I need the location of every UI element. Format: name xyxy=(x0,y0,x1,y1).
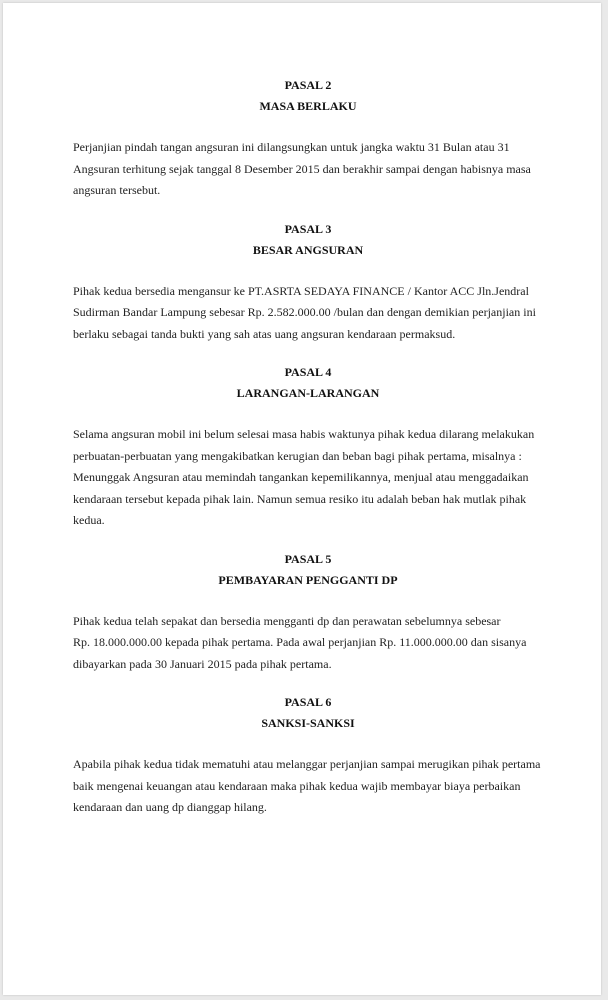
document-content xyxy=(73,75,543,835)
paragraph-line: kendaraan tersebut kepada pihak lain. Namun semua resiko itu adalah beban hak mutlak pihak xyxy=(73,491,527,506)
section-number: PASAL 5 xyxy=(284,551,332,566)
section-pasal-3 xyxy=(73,219,543,346)
paragraph-line: Pihak kedua bersedia mengansur ke PT.ASRTA SEDAYA FINANCE / Kantor ACC Jln.Jendral xyxy=(73,283,529,298)
paragraph-line: Angsuran terhitung sejak tanggal 8 Desember 2015 dan berakhir sampai dengan habisnya masa xyxy=(73,161,531,176)
paragraph-line: perbuatan-perbuatan yang mengakibatkan kerugian dan beban bagi pihak pertama, misalnya : xyxy=(73,448,522,463)
section-number: PASAL 4 xyxy=(284,365,332,379)
section-number: PASAL 2 xyxy=(284,78,332,92)
section-paragraph xyxy=(73,137,543,202)
paragraph-line: Menunggak Angsuran atau memindah tangankan kepemilikannya, menjual atau menggadaikan xyxy=(73,470,529,484)
paragraph-line: dibayarkan pada 30 Januari 2015 pada pihak pertama. xyxy=(73,656,332,671)
paragraph-line: Apabila pihak kedua tidak mematuhi atau melanggar perjanjian sampai merugikan pihak pertama xyxy=(73,757,541,771)
section-title: LARANGAN-LARANGAN xyxy=(236,386,380,400)
paragraph-line: Pihak kedua telah sepakat dan bersedia mengganti dp dan perawatan sebelumnya sebesar xyxy=(73,613,501,628)
section-paragraph xyxy=(73,424,543,532)
paragraph-line: kendaraan dan uang dp dianggap hilang. xyxy=(73,800,267,814)
section-pasal-6 xyxy=(73,692,543,819)
section-title: SANKSI-SANKSI xyxy=(261,716,355,730)
section-title: BESAR ANGSURAN xyxy=(252,242,364,257)
paragraph-line: Perjanjian pindah tangan angsuran ini dilangsungkan untuk jangka waktu 31 Bulan atau 31 xyxy=(73,140,510,154)
paragraph-line: angsuran tersebut. xyxy=(73,183,161,197)
section-paragraph xyxy=(73,281,543,346)
paragraph-line: berlaku sebagai tanda bukti yang sah atas uang angsuran kendaraan permaksud. xyxy=(73,326,456,341)
section-pasal-2 xyxy=(73,75,543,202)
paragraph-line: kedua. xyxy=(73,513,105,527)
section-title: MASA BERLAKU xyxy=(259,99,357,113)
paragraph-line: Sudirman Bandar Lampung sebesar Rp. 2.582.000.00 /bulan dan dengan demikian perjanjian ini xyxy=(73,305,536,319)
section-paragraph xyxy=(73,611,543,676)
section-number: PASAL 6 xyxy=(284,695,332,709)
section-title: PEMBAYARAN PENGGANTI DP xyxy=(218,572,398,587)
paragraph-line: Selama angsuran mobil ini belum selesai masa habis waktunya pihak kedua dilarang melakukan xyxy=(73,427,535,441)
paragraph-line: Rp. 18.000.000.00 kepada pihak pertama. Pada awal perjanjian Rp. 11.000.000.00 dan sisanya xyxy=(73,635,527,649)
section-pasal-4 xyxy=(73,362,543,532)
section-number: PASAL 3 xyxy=(284,221,332,236)
document-page xyxy=(3,3,601,995)
section-paragraph xyxy=(73,754,543,819)
paragraph-line: baik mengenai keuangan atau kendaraan maka pihak kedua wajib membayar biaya perbaikan xyxy=(73,778,521,793)
section-pasal-5 xyxy=(73,549,543,676)
